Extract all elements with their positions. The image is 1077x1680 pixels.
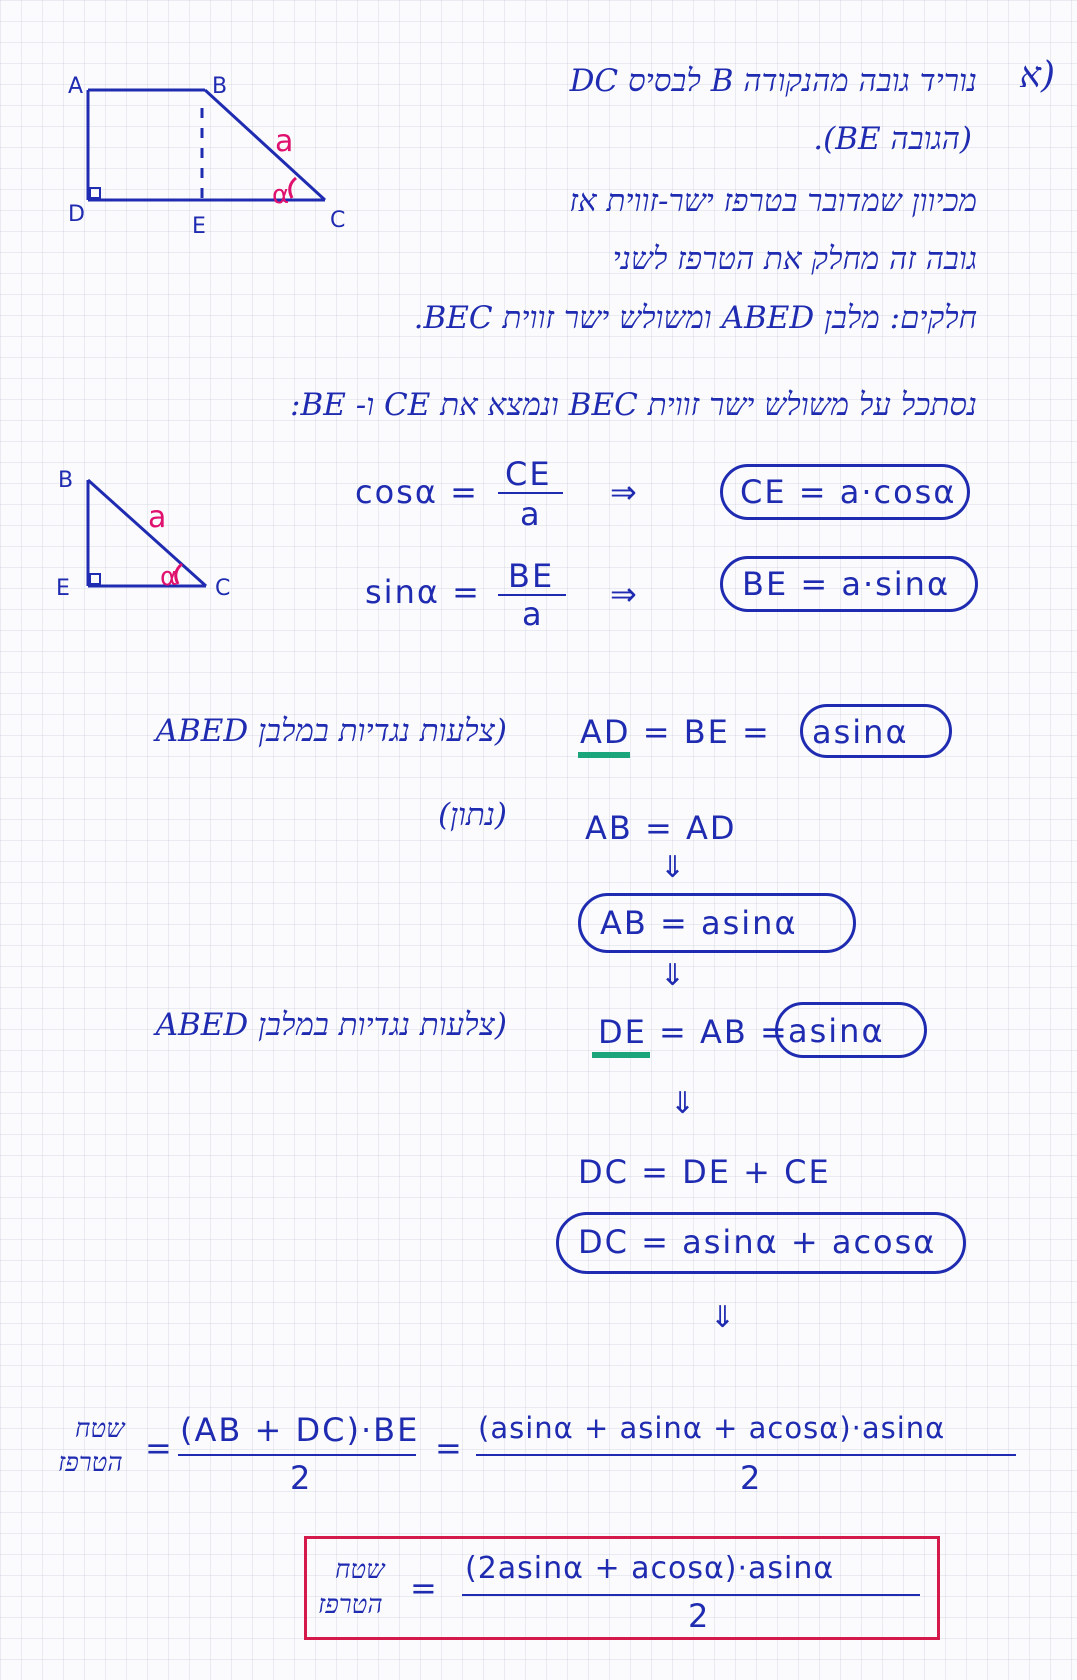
sin-result: BE = a·sinα bbox=[742, 565, 951, 603]
area-label-bottom-2: הטרפז bbox=[318, 1590, 383, 1620]
ad-value: asinα bbox=[812, 713, 909, 751]
final-fraction-bar bbox=[462, 1594, 920, 1596]
label-B: B bbox=[212, 74, 228, 99]
area-label-top-2: שטח bbox=[335, 1555, 385, 1585]
part-marker: א) bbox=[1019, 55, 1055, 96]
area-f1-denominator: 2 bbox=[290, 1459, 313, 1497]
reason-3: (צלעות נגדיות במלבן ABED bbox=[155, 1007, 507, 1043]
area-label-top-1: שטח bbox=[75, 1414, 125, 1444]
sin-implies: ⇒ bbox=[610, 575, 639, 613]
tri-label-E: E bbox=[56, 576, 70, 601]
intro-line-3: מכיוון שמדובר בטרפז ישר-זווית אז bbox=[569, 183, 977, 219]
intro-line-1: נוריד גובה מהנקודה B לבסיס DC bbox=[569, 63, 977, 99]
ab-result: AB = asinα bbox=[600, 904, 798, 942]
cos-denominator: a bbox=[520, 495, 542, 533]
area-f2-bar bbox=[476, 1454, 1016, 1456]
dc-result: DC = asinα + acosα bbox=[578, 1223, 937, 1261]
area-f1-bar bbox=[178, 1454, 416, 1456]
side-a-label: a bbox=[275, 124, 294, 159]
de-equation: DE = AB = bbox=[598, 1013, 789, 1051]
down-arrow-3: ⇓ bbox=[670, 1086, 696, 1121]
down-arrow-4: ⇓ bbox=[710, 1300, 736, 1335]
intro-line-2: (הגובה BE). bbox=[813, 121, 972, 157]
area-equals-final: = bbox=[410, 1569, 439, 1607]
cos-result: CE = a·cosα bbox=[740, 473, 957, 511]
area-equals-1: = bbox=[145, 1429, 174, 1467]
reason-1: (צלעות נגדיות במלבן ABED bbox=[155, 713, 507, 749]
de-underline bbox=[592, 1052, 650, 1058]
down-arrow-1: ⇓ bbox=[660, 850, 686, 885]
cos-numerator: CE bbox=[505, 455, 552, 493]
ad-underline bbox=[578, 752, 630, 758]
label-C: C bbox=[330, 208, 346, 233]
tri-angle-alpha: α bbox=[160, 562, 178, 592]
de-value: asinα bbox=[788, 1012, 885, 1050]
tri-label-B: B bbox=[58, 468, 74, 493]
area-f2-numerator: (asinα + asinα + acosα)·asinα bbox=[478, 1411, 946, 1445]
dc-equation: DC = DE + CE bbox=[578, 1153, 831, 1191]
label-E: E bbox=[192, 214, 206, 239]
ab-equation: AB = AD bbox=[585, 809, 737, 847]
tri-side-a: a bbox=[148, 500, 167, 535]
reason-2: (נתון) bbox=[437, 797, 507, 833]
intro-line-6: נסתכל על משולש ישר זווית BEC ונמצא את CE ו- BE: bbox=[290, 387, 977, 423]
ad-equation: AD = BE = bbox=[580, 713, 771, 751]
sin-denominator: a bbox=[522, 595, 544, 633]
label-D: D bbox=[68, 202, 85, 227]
intro-line-4: גובה זה מחלק את הטרפז לשני bbox=[612, 241, 977, 277]
area-equals-2: = bbox=[435, 1429, 464, 1467]
final-denominator: 2 bbox=[688, 1597, 711, 1635]
label-A: A bbox=[68, 74, 84, 99]
cos-fraction-bar bbox=[498, 492, 563, 494]
sin-lhs: sinα = bbox=[365, 573, 481, 611]
sin-numerator: BE bbox=[508, 557, 555, 595]
cos-implies: ⇒ bbox=[610, 473, 639, 511]
intro-line-5: חלקים: מלבן ABED ומשולש ישר זווית BEC. bbox=[413, 300, 977, 336]
area-f1-numerator: (AB + DC)·BE bbox=[180, 1411, 420, 1449]
tri-label-C: C bbox=[215, 576, 231, 601]
area-label-bottom-1: הטרפז bbox=[58, 1448, 123, 1478]
cos-lhs: cosα = bbox=[355, 473, 479, 511]
final-numerator: (2asinα + acosα)·asinα bbox=[465, 1551, 835, 1586]
angle-alpha-label: α bbox=[272, 180, 290, 210]
down-arrow-2: ⇓ bbox=[660, 958, 686, 993]
area-f2-denominator: 2 bbox=[740, 1459, 763, 1497]
